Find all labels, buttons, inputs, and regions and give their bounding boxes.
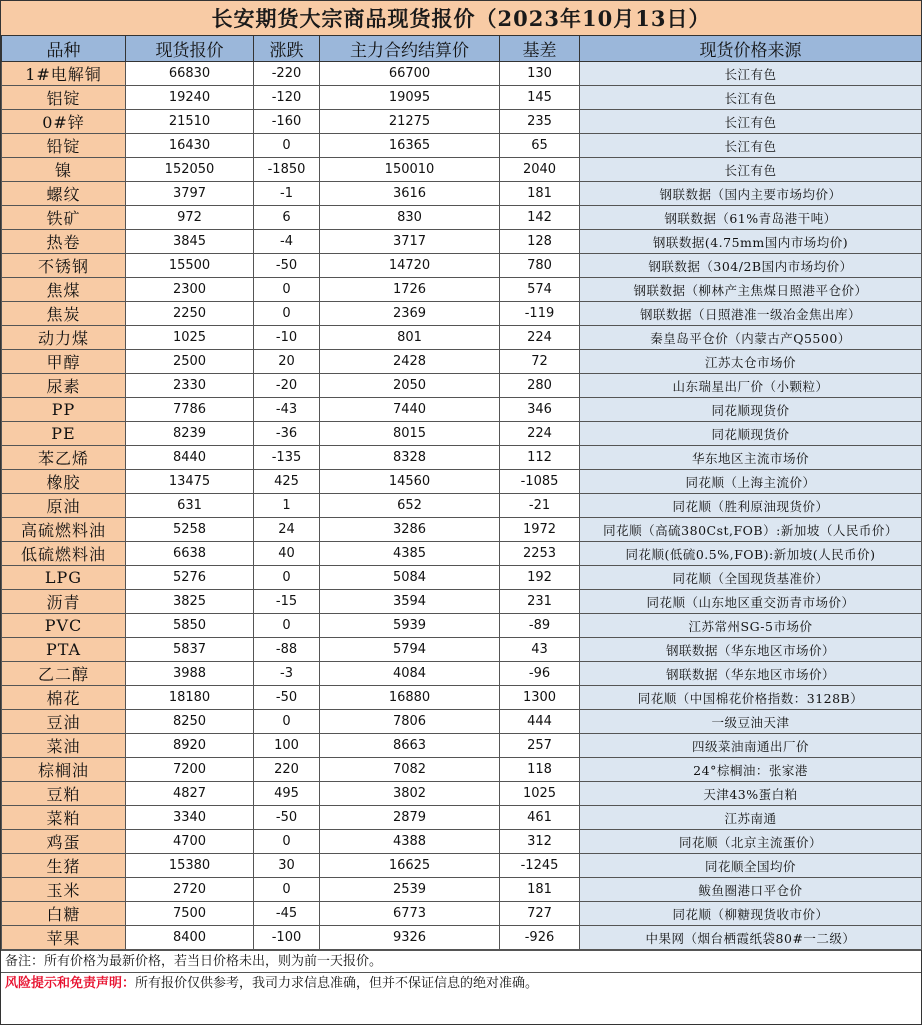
cell-settlement: 2050 — [320, 374, 500, 398]
cell-spot-price: 8920 — [126, 734, 254, 758]
cell-basis: -21 — [500, 494, 580, 518]
cell-product: PP — [2, 398, 126, 422]
cell-basis: 2040 — [500, 158, 580, 182]
table-row — [2, 902, 922, 926]
cell-change: 425 — [254, 470, 320, 494]
cell-source: 天津43%蛋白粕 — [580, 782, 922, 806]
cell-spot-price: 3797 — [126, 182, 254, 206]
cell-source: 24°棕榈油：张家港 — [580, 758, 922, 782]
cell-settlement: 830 — [320, 206, 500, 230]
cell-change: -43 — [254, 398, 320, 422]
cell-settlement: 21275 — [320, 110, 500, 134]
cell-basis: -96 — [500, 662, 580, 686]
cell-basis: -1085 — [500, 470, 580, 494]
cell-source: 一级豆油天津 — [580, 710, 922, 734]
cell-basis: 65 — [500, 134, 580, 158]
cell-change: 0 — [254, 302, 320, 326]
cell-spot-price: 21510 — [126, 110, 254, 134]
table-row — [2, 422, 922, 446]
table-row — [2, 830, 922, 854]
cell-settlement: 3802 — [320, 782, 500, 806]
cell-product: 鸡蛋 — [2, 830, 126, 854]
cell-settlement: 7806 — [320, 710, 500, 734]
cell-product: 焦炭 — [2, 302, 126, 326]
table-row — [2, 134, 922, 158]
cell-settlement: 3286 — [320, 518, 500, 542]
table-row — [2, 86, 922, 110]
cell-settlement: 4084 — [320, 662, 500, 686]
cell-basis: 312 — [500, 830, 580, 854]
cell-product: LPG — [2, 566, 126, 590]
table-row — [2, 686, 922, 710]
cell-change: 100 — [254, 734, 320, 758]
cell-product: 铅锭 — [2, 134, 126, 158]
cell-settlement: 8328 — [320, 446, 500, 470]
cell-settlement: 3594 — [320, 590, 500, 614]
cell-source: 同花顺（北京主流蛋价） — [580, 830, 922, 854]
cell-product: 棕榈油 — [2, 758, 126, 782]
footnote: 备注：所有价格为最新价格，若当日价格未出，则为前一天报价。 — [1, 950, 921, 972]
cell-change: 6 — [254, 206, 320, 230]
cell-basis: 280 — [500, 374, 580, 398]
table-row — [2, 854, 922, 878]
cell-source: 同花顺（柳糖现货收市价） — [580, 902, 922, 926]
cell-spot-price: 8440 — [126, 446, 254, 470]
risk-text: 所有报价仅供参考，我司力求信息准确，但并不保证信息的绝对准确。 — [135, 976, 539, 991]
header-source: 现货价格来源 — [580, 36, 922, 62]
cell-product: 甲醇 — [2, 350, 126, 374]
cell-change: -20 — [254, 374, 320, 398]
cell-basis: -1245 — [500, 854, 580, 878]
cell-source: 同花顺现货价 — [580, 422, 922, 446]
cell-source: 同花顺（中国棉花价格指数：3128B） — [580, 686, 922, 710]
cell-product: 原油 — [2, 494, 126, 518]
table-row — [2, 590, 922, 614]
cell-spot-price: 7500 — [126, 902, 254, 926]
cell-spot-price: 5850 — [126, 614, 254, 638]
table-row — [2, 638, 922, 662]
table-row — [2, 878, 922, 902]
cell-spot-price: 18180 — [126, 686, 254, 710]
cell-source: 江苏太仓市场价 — [580, 350, 922, 374]
cell-basis: -119 — [500, 302, 580, 326]
cell-product: 橡胶 — [2, 470, 126, 494]
cell-basis: -89 — [500, 614, 580, 638]
cell-spot-price: 2500 — [126, 350, 254, 374]
cell-basis: 727 — [500, 902, 580, 926]
cell-basis: 2253 — [500, 542, 580, 566]
cell-source: 同花顺（胜利原油现货价） — [580, 494, 922, 518]
cell-product: 乙二醇 — [2, 662, 126, 686]
table-row — [2, 326, 922, 350]
cell-product: 1#电解铜 — [2, 62, 126, 86]
cell-change: -10 — [254, 326, 320, 350]
cell-settlement: 14720 — [320, 254, 500, 278]
cell-product: PE — [2, 422, 126, 446]
cell-source: 同花顺(低硫0.5%,FOB):新加坡(人民币价) — [580, 542, 922, 566]
cell-source: 长江有色 — [580, 134, 922, 158]
price-table — [1, 36, 922, 950]
header-row — [2, 36, 922, 62]
cell-spot-price: 5837 — [126, 638, 254, 662]
risk-disclaimer — [1, 972, 921, 994]
cell-basis: 346 — [500, 398, 580, 422]
cell-spot-price: 3845 — [126, 230, 254, 254]
cell-source: 长江有色 — [580, 62, 922, 86]
cell-product: 尿素 — [2, 374, 126, 398]
cell-change: -1850 — [254, 158, 320, 182]
table-row — [2, 398, 922, 422]
cell-product: 沥青 — [2, 590, 126, 614]
cell-spot-price: 8250 — [126, 710, 254, 734]
cell-settlement: 2428 — [320, 350, 500, 374]
cell-settlement: 16880 — [320, 686, 500, 710]
cell-product: 豆油 — [2, 710, 126, 734]
cell-source: 钢联数据（304/2B国内市场均价） — [580, 254, 922, 278]
cell-settlement: 652 — [320, 494, 500, 518]
cell-spot-price: 2300 — [126, 278, 254, 302]
cell-product: 菜油 — [2, 734, 126, 758]
cell-spot-price: 2250 — [126, 302, 254, 326]
cell-settlement: 7440 — [320, 398, 500, 422]
cell-spot-price: 972 — [126, 206, 254, 230]
cell-spot-price: 5258 — [126, 518, 254, 542]
cell-settlement: 16625 — [320, 854, 500, 878]
cell-source: 同花顺（全国现货基准价） — [580, 566, 922, 590]
cell-spot-price: 19240 — [126, 86, 254, 110]
cell-product: 玉米 — [2, 878, 126, 902]
table-row — [2, 926, 922, 950]
table-row — [2, 254, 922, 278]
cell-product: 高硫燃料油 — [2, 518, 126, 542]
cell-change: -50 — [254, 686, 320, 710]
cell-basis: 128 — [500, 230, 580, 254]
header-settlement: 主力合约结算价 — [320, 36, 500, 62]
cell-settlement: 150010 — [320, 158, 500, 182]
cell-basis: 224 — [500, 422, 580, 446]
table-row — [2, 350, 922, 374]
cell-basis: 1972 — [500, 518, 580, 542]
table-row — [2, 566, 922, 590]
cell-product: 镍 — [2, 158, 126, 182]
cell-source: 四级菜油南通出厂价 — [580, 734, 922, 758]
header-basis: 基差 — [500, 36, 580, 62]
table-row — [2, 374, 922, 398]
cell-product: PVC — [2, 614, 126, 638]
cell-settlement: 5794 — [320, 638, 500, 662]
cell-settlement: 6773 — [320, 902, 500, 926]
table-row — [2, 446, 922, 470]
cell-change: -45 — [254, 902, 320, 926]
cell-change: 0 — [254, 134, 320, 158]
cell-change: -36 — [254, 422, 320, 446]
cell-change: 0 — [254, 830, 320, 854]
table-row — [2, 614, 922, 638]
cell-settlement: 9326 — [320, 926, 500, 950]
cell-settlement: 66700 — [320, 62, 500, 86]
cell-source: 同花顺现货价 — [580, 398, 922, 422]
cell-basis: 1025 — [500, 782, 580, 806]
cell-source: 长江有色 — [580, 158, 922, 182]
cell-basis: 145 — [500, 86, 580, 110]
cell-product: 动力煤 — [2, 326, 126, 350]
cell-spot-price: 3825 — [126, 590, 254, 614]
cell-change: -50 — [254, 254, 320, 278]
cell-change: 0 — [254, 566, 320, 590]
cell-source: 江苏常州SG-5市场价 — [580, 614, 922, 638]
cell-spot-price: 15500 — [126, 254, 254, 278]
cell-source: 钢联数据（华东地区市场价） — [580, 662, 922, 686]
header-change: 涨跌 — [254, 36, 320, 62]
cell-basis: 574 — [500, 278, 580, 302]
cell-change: -88 — [254, 638, 320, 662]
cell-change: 0 — [254, 878, 320, 902]
cell-change: 1 — [254, 494, 320, 518]
cell-basis: 235 — [500, 110, 580, 134]
cell-spot-price: 4700 — [126, 830, 254, 854]
cell-change: -220 — [254, 62, 320, 86]
cell-source: 同花顺全国均价 — [580, 854, 922, 878]
cell-change: 24 — [254, 518, 320, 542]
table-row — [2, 806, 922, 830]
cell-change: 40 — [254, 542, 320, 566]
cell-basis: 780 — [500, 254, 580, 278]
cell-settlement: 8663 — [320, 734, 500, 758]
cell-basis: 231 — [500, 590, 580, 614]
cell-change: 30 — [254, 854, 320, 878]
header-product: 品种 — [2, 36, 126, 62]
cell-source: 中果网（烟台栖霞纸袋80#一二级） — [580, 926, 922, 950]
table-row — [2, 278, 922, 302]
cell-basis: 112 — [500, 446, 580, 470]
cell-spot-price: 5276 — [126, 566, 254, 590]
cell-spot-price: 152050 — [126, 158, 254, 182]
table-row — [2, 158, 922, 182]
cell-source: 长江有色 — [580, 110, 922, 134]
cell-source: 钢联数据(4.75mm国内市场均价) — [580, 230, 922, 254]
cell-basis: -926 — [500, 926, 580, 950]
table-row — [2, 302, 922, 326]
table-row — [2, 542, 922, 566]
cell-settlement: 3717 — [320, 230, 500, 254]
cell-change: 0 — [254, 278, 320, 302]
cell-change: -120 — [254, 86, 320, 110]
table-row — [2, 782, 922, 806]
cell-spot-price: 7200 — [126, 758, 254, 782]
table-row — [2, 710, 922, 734]
cell-settlement: 5084 — [320, 566, 500, 590]
cell-change: -3 — [254, 662, 320, 686]
cell-product: 不锈钢 — [2, 254, 126, 278]
cell-basis: 1300 — [500, 686, 580, 710]
cell-settlement: 4388 — [320, 830, 500, 854]
cell-spot-price: 6638 — [126, 542, 254, 566]
cell-change: -4 — [254, 230, 320, 254]
cell-change: -135 — [254, 446, 320, 470]
table-row — [2, 734, 922, 758]
cell-basis: 257 — [500, 734, 580, 758]
cell-source: 秦皇岛平仓价（内蒙古产Q5500） — [580, 326, 922, 350]
cell-change: -1 — [254, 182, 320, 206]
cell-product: 铝锭 — [2, 86, 126, 110]
cell-spot-price: 8239 — [126, 422, 254, 446]
cell-basis: 43 — [500, 638, 580, 662]
cell-change: 220 — [254, 758, 320, 782]
cell-change: -160 — [254, 110, 320, 134]
cell-source: 同花顺（上海主流价） — [580, 470, 922, 494]
cell-product: 苹果 — [2, 926, 126, 950]
cell-spot-price: 13475 — [126, 470, 254, 494]
cell-product: 铁矿 — [2, 206, 126, 230]
table-row — [2, 758, 922, 782]
cell-change: 0 — [254, 614, 320, 638]
cell-change: 20 — [254, 350, 320, 374]
cell-basis: 224 — [500, 326, 580, 350]
cell-settlement: 801 — [320, 326, 500, 350]
cell-source: 钢联数据（日照港准一级冶金焦出库） — [580, 302, 922, 326]
cell-source: 钢联数据（61%青岛港干吨） — [580, 206, 922, 230]
cell-change: 0 — [254, 710, 320, 734]
cell-spot-price: 7786 — [126, 398, 254, 422]
cell-settlement: 4385 — [320, 542, 500, 566]
cell-product: 豆粕 — [2, 782, 126, 806]
table-row — [2, 470, 922, 494]
cell-spot-price: 2330 — [126, 374, 254, 398]
cell-product: 生猪 — [2, 854, 126, 878]
cell-product: 热卷 — [2, 230, 126, 254]
cell-basis: 192 — [500, 566, 580, 590]
cell-basis: 118 — [500, 758, 580, 782]
cell-spot-price: 3988 — [126, 662, 254, 686]
cell-product: 螺纹 — [2, 182, 126, 206]
table-row — [2, 182, 922, 206]
cell-source: 鲅鱼圈港口平仓价 — [580, 878, 922, 902]
cell-basis: 181 — [500, 878, 580, 902]
cell-change: 495 — [254, 782, 320, 806]
cell-source: 钢联数据（华东地区市场价） — [580, 638, 922, 662]
cell-settlement: 8015 — [320, 422, 500, 446]
cell-spot-price: 631 — [126, 494, 254, 518]
cell-basis: 444 — [500, 710, 580, 734]
cell-source: 钢联数据（国内主要市场均价） — [580, 182, 922, 206]
cell-product: 菜粕 — [2, 806, 126, 830]
cell-source: 山东瑞星出厂价（小颗粒） — [580, 374, 922, 398]
cell-source: 华东地区主流市场价 — [580, 446, 922, 470]
cell-basis: 461 — [500, 806, 580, 830]
cell-basis: 72 — [500, 350, 580, 374]
cell-basis: 142 — [500, 206, 580, 230]
table-body — [2, 62, 922, 950]
cell-product: 棉花 — [2, 686, 126, 710]
cell-change: -50 — [254, 806, 320, 830]
table-row — [2, 494, 922, 518]
cell-source: 钢联数据（柳林产主焦煤日照港平仓价） — [580, 278, 922, 302]
cell-settlement: 16365 — [320, 134, 500, 158]
sheet-title: 长安期货大宗商品现货报价（2023年10月13日） — [1, 1, 921, 36]
table-row — [2, 206, 922, 230]
table-row — [2, 662, 922, 686]
cell-product: 低硫燃料油 — [2, 542, 126, 566]
table-row — [2, 62, 922, 86]
cell-spot-price: 4827 — [126, 782, 254, 806]
cell-spot-price: 66830 — [126, 62, 254, 86]
cell-spot-price: 2720 — [126, 878, 254, 902]
cell-settlement: 7082 — [320, 758, 500, 782]
cell-settlement: 2539 — [320, 878, 500, 902]
cell-product: 白糖 — [2, 902, 126, 926]
cell-spot-price: 16430 — [126, 134, 254, 158]
cell-settlement: 3616 — [320, 182, 500, 206]
cell-settlement: 14560 — [320, 470, 500, 494]
cell-source: 同花顺（高硫380Cst,FOB）:新加坡（人民币价） — [580, 518, 922, 542]
cell-basis: 130 — [500, 62, 580, 86]
table-row — [2, 230, 922, 254]
risk-label: 风险提示和免责声明： — [5, 976, 136, 991]
cell-settlement: 5939 — [320, 614, 500, 638]
cell-product: 苯乙烯 — [2, 446, 126, 470]
cell-spot-price: 15380 — [126, 854, 254, 878]
cell-product: 焦煤 — [2, 278, 126, 302]
table-row — [2, 110, 922, 134]
cell-source: 长江有色 — [580, 86, 922, 110]
cell-settlement: 2879 — [320, 806, 500, 830]
header-spot-price: 现货报价 — [126, 36, 254, 62]
cell-spot-price: 1025 — [126, 326, 254, 350]
cell-source: 江苏南通 — [580, 806, 922, 830]
cell-settlement: 1726 — [320, 278, 500, 302]
table-row — [2, 518, 922, 542]
cell-settlement: 2369 — [320, 302, 500, 326]
cell-source: 同花顺（山东地区重交沥青市场价） — [580, 590, 922, 614]
cell-product: 0#锌 — [2, 110, 126, 134]
cell-change: -100 — [254, 926, 320, 950]
cell-spot-price: 8400 — [126, 926, 254, 950]
cell-basis: 181 — [500, 182, 580, 206]
cell-settlement: 19095 — [320, 86, 500, 110]
cell-change: -15 — [254, 590, 320, 614]
cell-spot-price: 3340 — [126, 806, 254, 830]
cell-product: PTA — [2, 638, 126, 662]
